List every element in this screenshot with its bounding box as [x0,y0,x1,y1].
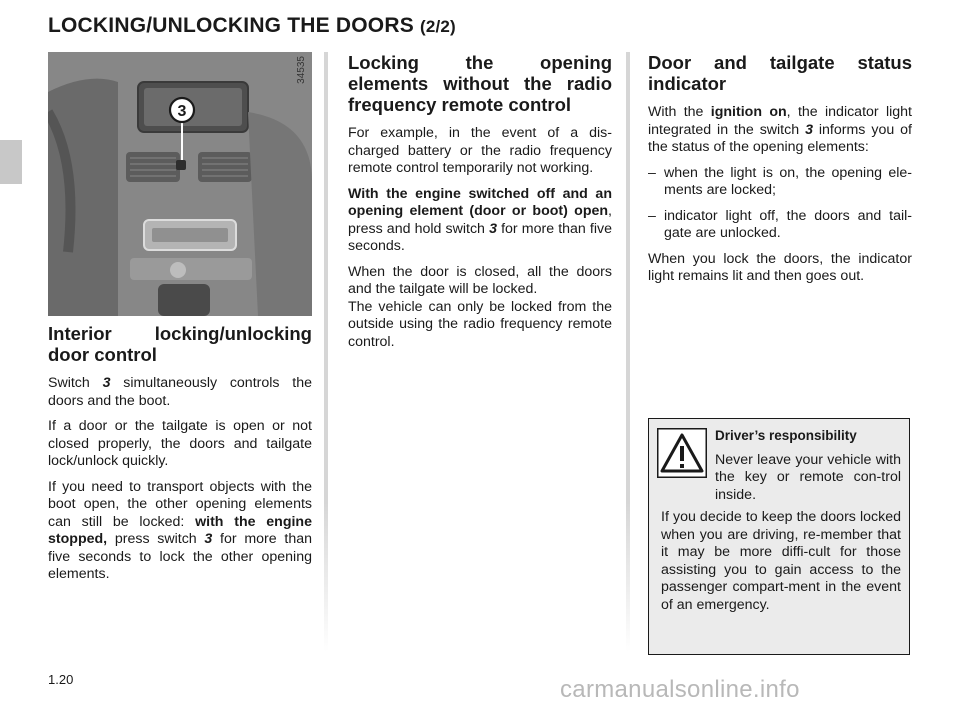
left-column [48,323,312,592]
middle-paragraph-2: With the engine switched off and an opening element (door or boot) open, press and hold switch 3 for more than five seconds. [348,185,613,254]
middle-paragraph-1: For example, in the event of a dis-charged battery or the radio frequency remote control temporarily not working. [348,125,612,176]
warning-text-2: If you decide to keep the doors locked when you are driving, re-member that it may be more diffi-cult for those assisting you to gain access to the passenger compart-ment in the event of an emergency. [661,509,901,613]
right-column [648,52,912,294]
right-paragraph-2: When you lock the doors, the indicator light remains lit and then goes out. [648,250,912,284]
status-indicator-heading: Door and tailgate status indicator [648,52,912,94]
left-paragraph-3: If you need to transport objects with the boot open, the other opening elements can still be locked: with the engine stopped, press switch 3 for more than five seconds to lock the other opening elements. [48,478,312,582]
warning-triangle-icon [657,428,707,484]
column-rule-1 [324,52,328,652]
right-paragraph-1: With the ignition on, the indicator light integrated in the switch 3 informs you of the status of the opening elements: [648,104,912,155]
interior-locking-heading: Interior locking/unlocking door control [48,323,312,365]
middle-column [348,52,612,359]
locking-without-remote-heading: Locking the opening elements without the radio frequency remote control [348,52,612,115]
dashboard-photo [48,52,312,316]
column-rule-2 [626,52,630,652]
figure-ref-number: 34535 [296,56,307,84]
warning-text-1: Never leave your vehicle with the key or remote con-trol inside. [715,451,901,503]
section-tab [0,140,22,184]
warning-header [715,427,901,504]
warning-box [648,418,910,655]
page-title-text: LOCKING/UNLOCKING THE DOORS [48,14,414,37]
left-paragraph-2: If a door or the tailgate is open or not closed properly, the doors and tailgate lock/unlock quickly. [48,418,312,469]
page-title [48,14,456,38]
warning-title: Driver’s responsibility [715,428,857,443]
list-item: – indicator light off, the doors and tail-gate are unlocked. [648,208,912,243]
watermark: carmanualsonline.info [560,676,800,703]
status-list [648,165,912,243]
middle-paragraph-3: When the door is closed, all the doors and the tailgate will be locked. The vehicle can only be locked from the outside using the radio frequency remote control. [348,263,612,350]
callout-3: 3 [177,103,187,120]
list-item: – when the light is on, the opening ele-ments are locked; [648,165,912,200]
page-number: 1.20 [48,672,74,687]
left-paragraph-1: Switch 3 simultaneously controls the doors and the boot. [48,375,312,409]
page-title-suffix: (2/2) [419,17,456,36]
